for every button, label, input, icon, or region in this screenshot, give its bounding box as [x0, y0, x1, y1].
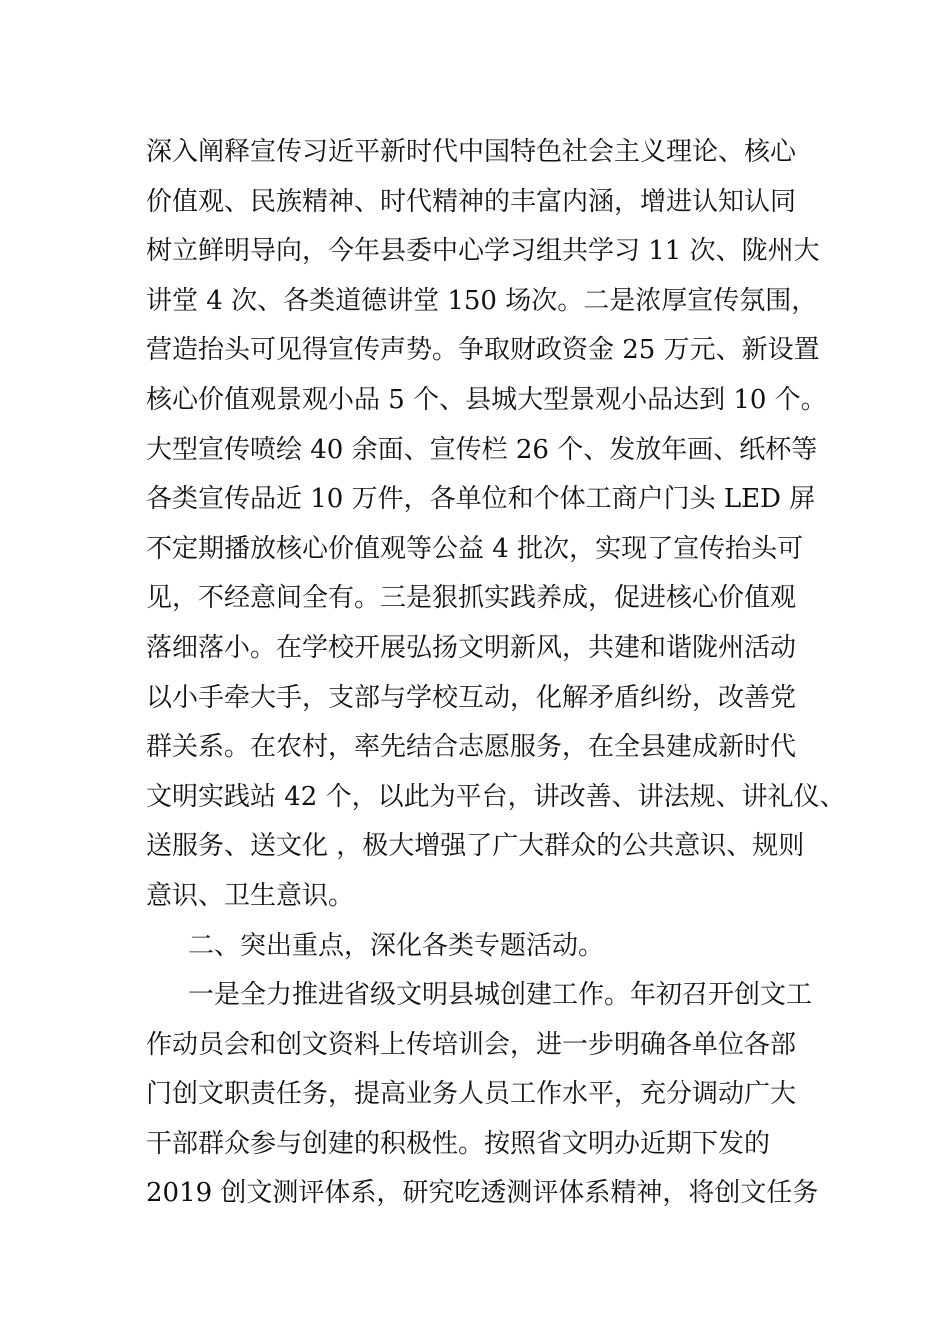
text-line: 讲堂 4 次、各类道德讲堂 150 场次。二是浓厚宣传氛围，	[146, 285, 818, 316]
section-heading: 二、突出重点，深化各类专题活动。	[188, 930, 605, 961]
text-line: 群关系。在农村，率先结合志愿服务，在全县建成新时代	[146, 732, 797, 763]
text-line: 干部群众参与创建的积极性。按照省文明办近期下发的	[146, 1128, 771, 1159]
text-line: 见，不经意间全有。三是狠抓实践养成，促进核心价值观	[146, 583, 797, 614]
text-line: 作动员会和创文资料上传培训会，进一步明确各单位各部	[146, 1029, 797, 1060]
text-line: 核心价值观景观小品 5 个、县城大型景观小品达到 10 个。	[146, 384, 827, 415]
text-line: 文明实践站 42 个，以此为平台，讲改善、讲法规、讲礼仪、	[146, 781, 846, 812]
paragraph-first-line: 一是全力推进省级文明县城创建工作。年初召开创文工	[188, 980, 813, 1011]
text-line: 价值观、民族精神、时代精神的丰富内涵，增进认知认同	[146, 186, 797, 217]
text-line: 落细落小。在学校开展弘扬文明新风，共建和谐陇州活动	[146, 632, 797, 663]
text-line: 以小手牵大手，支部与学校互动，化解矛盾纠纷，改善党	[146, 682, 797, 713]
text-line: 大型宣传喷绘 40 余面、宣传栏 26 个、发放年画、纸杯等	[146, 434, 818, 465]
text-line: 树立鲜明导向，今年县委中心学习组共学习 11 次、陇州大	[146, 236, 820, 267]
text-line: 营造抬头可见得宣传声势。争取财政资金 25 万元、新设置	[146, 335, 820, 366]
text-line: 2019 创文测评体系，研究吃透测评体系精神，将创文任务	[146, 1178, 819, 1209]
text-line: 深入阐释宣传习近平新时代中国特色社会主义理论、核心	[146, 137, 797, 167]
text-line: 送服务、送文化 ，极大增强了广大群众的公共意识、规则	[146, 831, 805, 862]
text-line: 意识、卫生意识。	[146, 880, 355, 911]
text-line: 各类宣传品近 10 万件，各单位和个体工商户门头 LED 屏	[146, 484, 816, 515]
text-line: 门创文职责任务，提高业务人员工作水平，充分调动广大	[146, 1079, 797, 1110]
text-line: 不定期播放核心价值观等公益 4 批次，实现了宣传抬头可	[146, 533, 804, 564]
body-text	[146, 128, 846, 1219]
